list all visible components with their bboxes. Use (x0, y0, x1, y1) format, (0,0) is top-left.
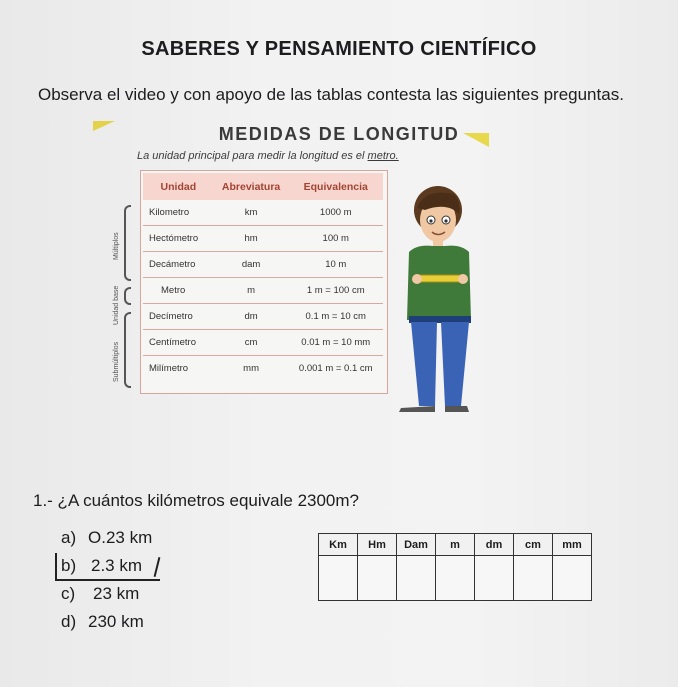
cell-abbr: dam (214, 252, 289, 278)
page-title: SABERES Y PENSAMIENTO CIENTÍFICO (141, 38, 537, 60)
conv-cell[interactable] (358, 556, 397, 601)
option-letter: a) (61, 528, 77, 547)
cell-unit: Hectómetro (143, 226, 214, 252)
units-table (143, 173, 383, 381)
cell-unit: Centímetro (143, 330, 214, 356)
instruction-text: Observa el video y con apoyo de las tablas contesta las siguientes preguntas. (38, 85, 624, 104)
option-letter: d) (61, 612, 77, 631)
boy-illustration (395, 180, 485, 415)
option-value: 230 km (88, 612, 144, 631)
table-row (143, 252, 383, 278)
cell-abbr: cm (214, 330, 289, 356)
conv-header-m: m (436, 534, 475, 556)
conv-header-km: Km (319, 534, 358, 556)
subtitle-text: La unidad principal para medir la longitud es el (137, 150, 368, 162)
cell-abbr: mm (243, 363, 259, 374)
medidas-title: MEDIDAS DE LONGITUD (218, 124, 460, 144)
cell-abbr: km (214, 200, 289, 226)
option-letter: c) (61, 584, 76, 603)
option-letter: b) (61, 556, 77, 575)
conv-header-hm: Hm (358, 534, 397, 556)
option-d[interactable] (61, 612, 144, 632)
conv-cell[interactable] (514, 556, 553, 601)
cell-abbr: m (214, 278, 289, 304)
col-header-equivalencia: Equivalencia (289, 173, 384, 200)
table-row (319, 556, 592, 601)
handwritten-answer-mark (55, 553, 160, 581)
cell-unit: Metro (143, 278, 214, 304)
table-row (143, 330, 383, 356)
conv-cell[interactable] (397, 556, 436, 601)
option-value: 23 km (93, 584, 140, 603)
cell-unit: Decámetro (143, 252, 214, 278)
medidas-subtitle (137, 150, 399, 162)
label-submultiples: Submúltiplos (113, 341, 120, 382)
conv-header-cm: cm (514, 534, 553, 556)
conv-cell[interactable] (436, 556, 475, 601)
col-header-abreviatura: Abreviatura (214, 173, 289, 200)
cell-equiv: 0.01 m = 10 mm (289, 330, 384, 356)
cell-equiv: 0.001 m = 0.1 cm (298, 363, 373, 374)
conversion-table (318, 533, 592, 601)
cell-equiv: 10 m (289, 252, 384, 278)
table-row (143, 226, 383, 252)
option-value: 2.3 km (91, 556, 143, 575)
cell-equiv: 1 m = 100 cm (289, 278, 384, 304)
brace-multiples (124, 205, 131, 281)
conv-cell[interactable] (319, 556, 358, 601)
table-row (143, 278, 383, 304)
conv-cell[interactable] (475, 556, 514, 601)
cell-unit: Decímetro (143, 304, 214, 330)
cell-equiv: 1000 m (289, 200, 384, 226)
brace-submultiples (124, 312, 131, 388)
option-c[interactable] (61, 584, 139, 604)
cell-unit: Milímetro (149, 363, 189, 374)
cell-abbr: dm (214, 304, 289, 330)
cell-unit: Kilometro (143, 200, 214, 226)
label-base: Unidad base (113, 285, 120, 325)
subtitle-underlined: metro. (367, 150, 399, 162)
label-multiples: Múltiplos (113, 232, 120, 260)
question-1: 1.- ¿A cuántos kilómetros equivale 2300m? (33, 491, 360, 510)
table-row (143, 304, 383, 330)
table-row (143, 200, 383, 226)
option-value: O.23 km (88, 528, 153, 547)
conv-header-dam: Dam (397, 534, 436, 556)
table-row (143, 356, 383, 382)
conv-header-dm: dm (475, 534, 514, 556)
cell-equiv: 0.1 m = 10 cm (289, 304, 384, 330)
conv-header-mm: mm (553, 534, 592, 556)
col-header-unidad: Unidad (143, 173, 214, 200)
conv-cell[interactable] (553, 556, 592, 601)
cell-equiv: 100 m (289, 226, 384, 252)
brace-base (124, 287, 131, 305)
cell-abbr: hm (214, 226, 289, 252)
option-a[interactable] (61, 528, 152, 548)
